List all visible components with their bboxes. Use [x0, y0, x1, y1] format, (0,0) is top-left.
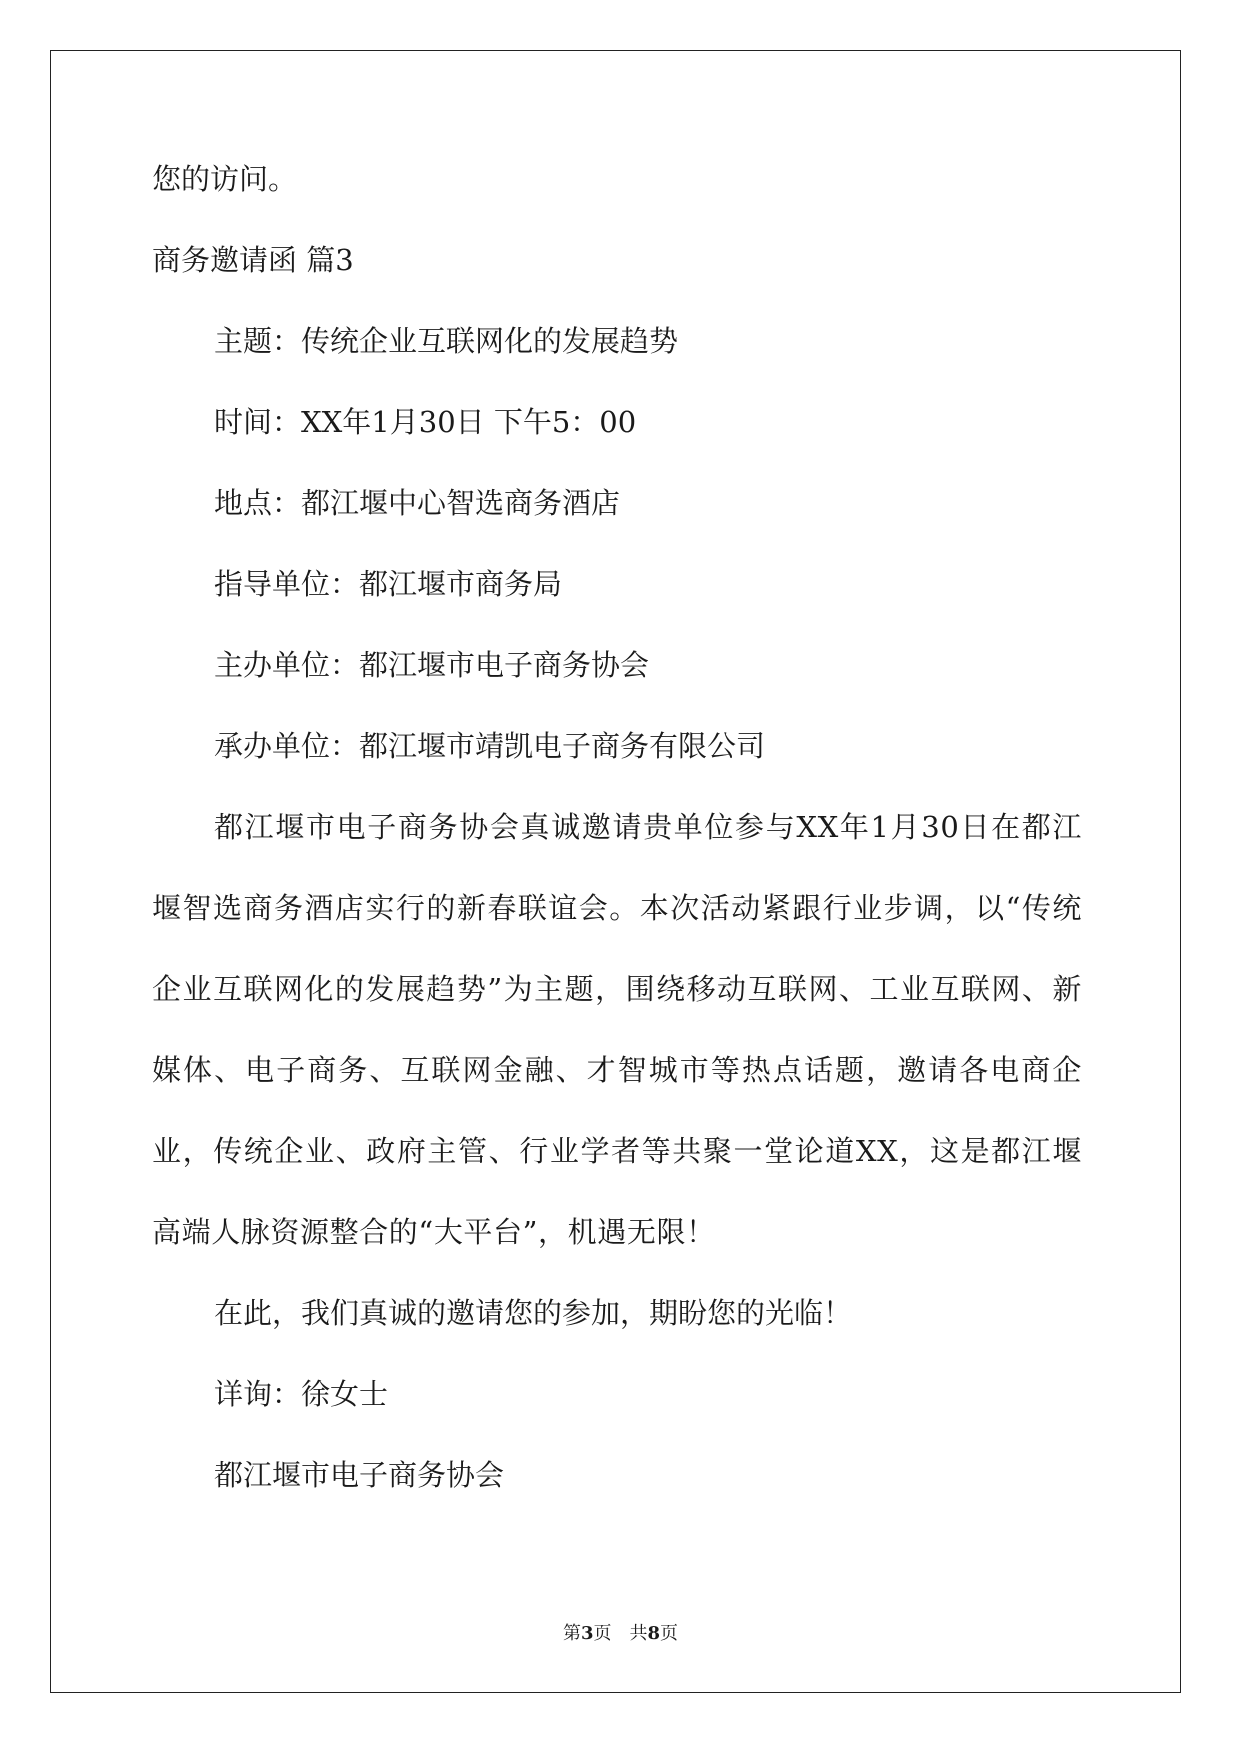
footer-suffix: 页	[660, 1623, 679, 1644]
page-footer	[0, 1619, 1241, 1645]
footer-total-pages: 8	[647, 1623, 661, 1644]
footer-mid: 页 共	[593, 1623, 648, 1644]
field-host-unit: 主办单位：都江堰市电子商务协会	[214, 648, 650, 682]
continued-line: 您的访问。	[152, 162, 298, 196]
section-title: 商务邀请函 篇3	[152, 243, 354, 277]
contact-line: 详询：徐女士	[214, 1377, 389, 1411]
field-organizer: 承办单位：都江堰市靖凯电子商务有限公司	[214, 729, 766, 763]
footer-prefix: 第	[562, 1623, 581, 1644]
field-topic: 主题：传统企业互联网化的发展趋势	[214, 324, 679, 358]
footer-current-page: 3	[580, 1623, 594, 1644]
field-time: 时间：XX年1月30日 下午5：00	[214, 405, 637, 439]
body-paragraph: 都江堰市电子商务协会真诚邀请贵单位参与XX年1月30日在都江堰智选商务酒店实行的新春联谊会。本次活动紧跟行业步调，以“传统企业互联网化的发展趋势”为主题，围绕移动互联网、工业互联网、新媒体、电子商务、互联网金融、才智城市等热点话题，邀请各电商企业，传统企业、政府主管、行业学者等共聚一堂论道XX，这是都江堰高端人脉资源整合的“大平台”，机遇无限！	[152, 810, 1082, 1249]
closing-line: 在此，我们真诚的邀请您的参加，期盼您的光临！	[214, 1296, 853, 1330]
field-guiding-unit: 指导单位：都江堰市商务局	[214, 567, 563, 601]
field-location: 地点：都江堰中心智选商务酒店	[214, 486, 621, 520]
signature-line: 都江堰市电子商务协会	[214, 1458, 505, 1492]
document-body	[152, 162, 1082, 1492]
